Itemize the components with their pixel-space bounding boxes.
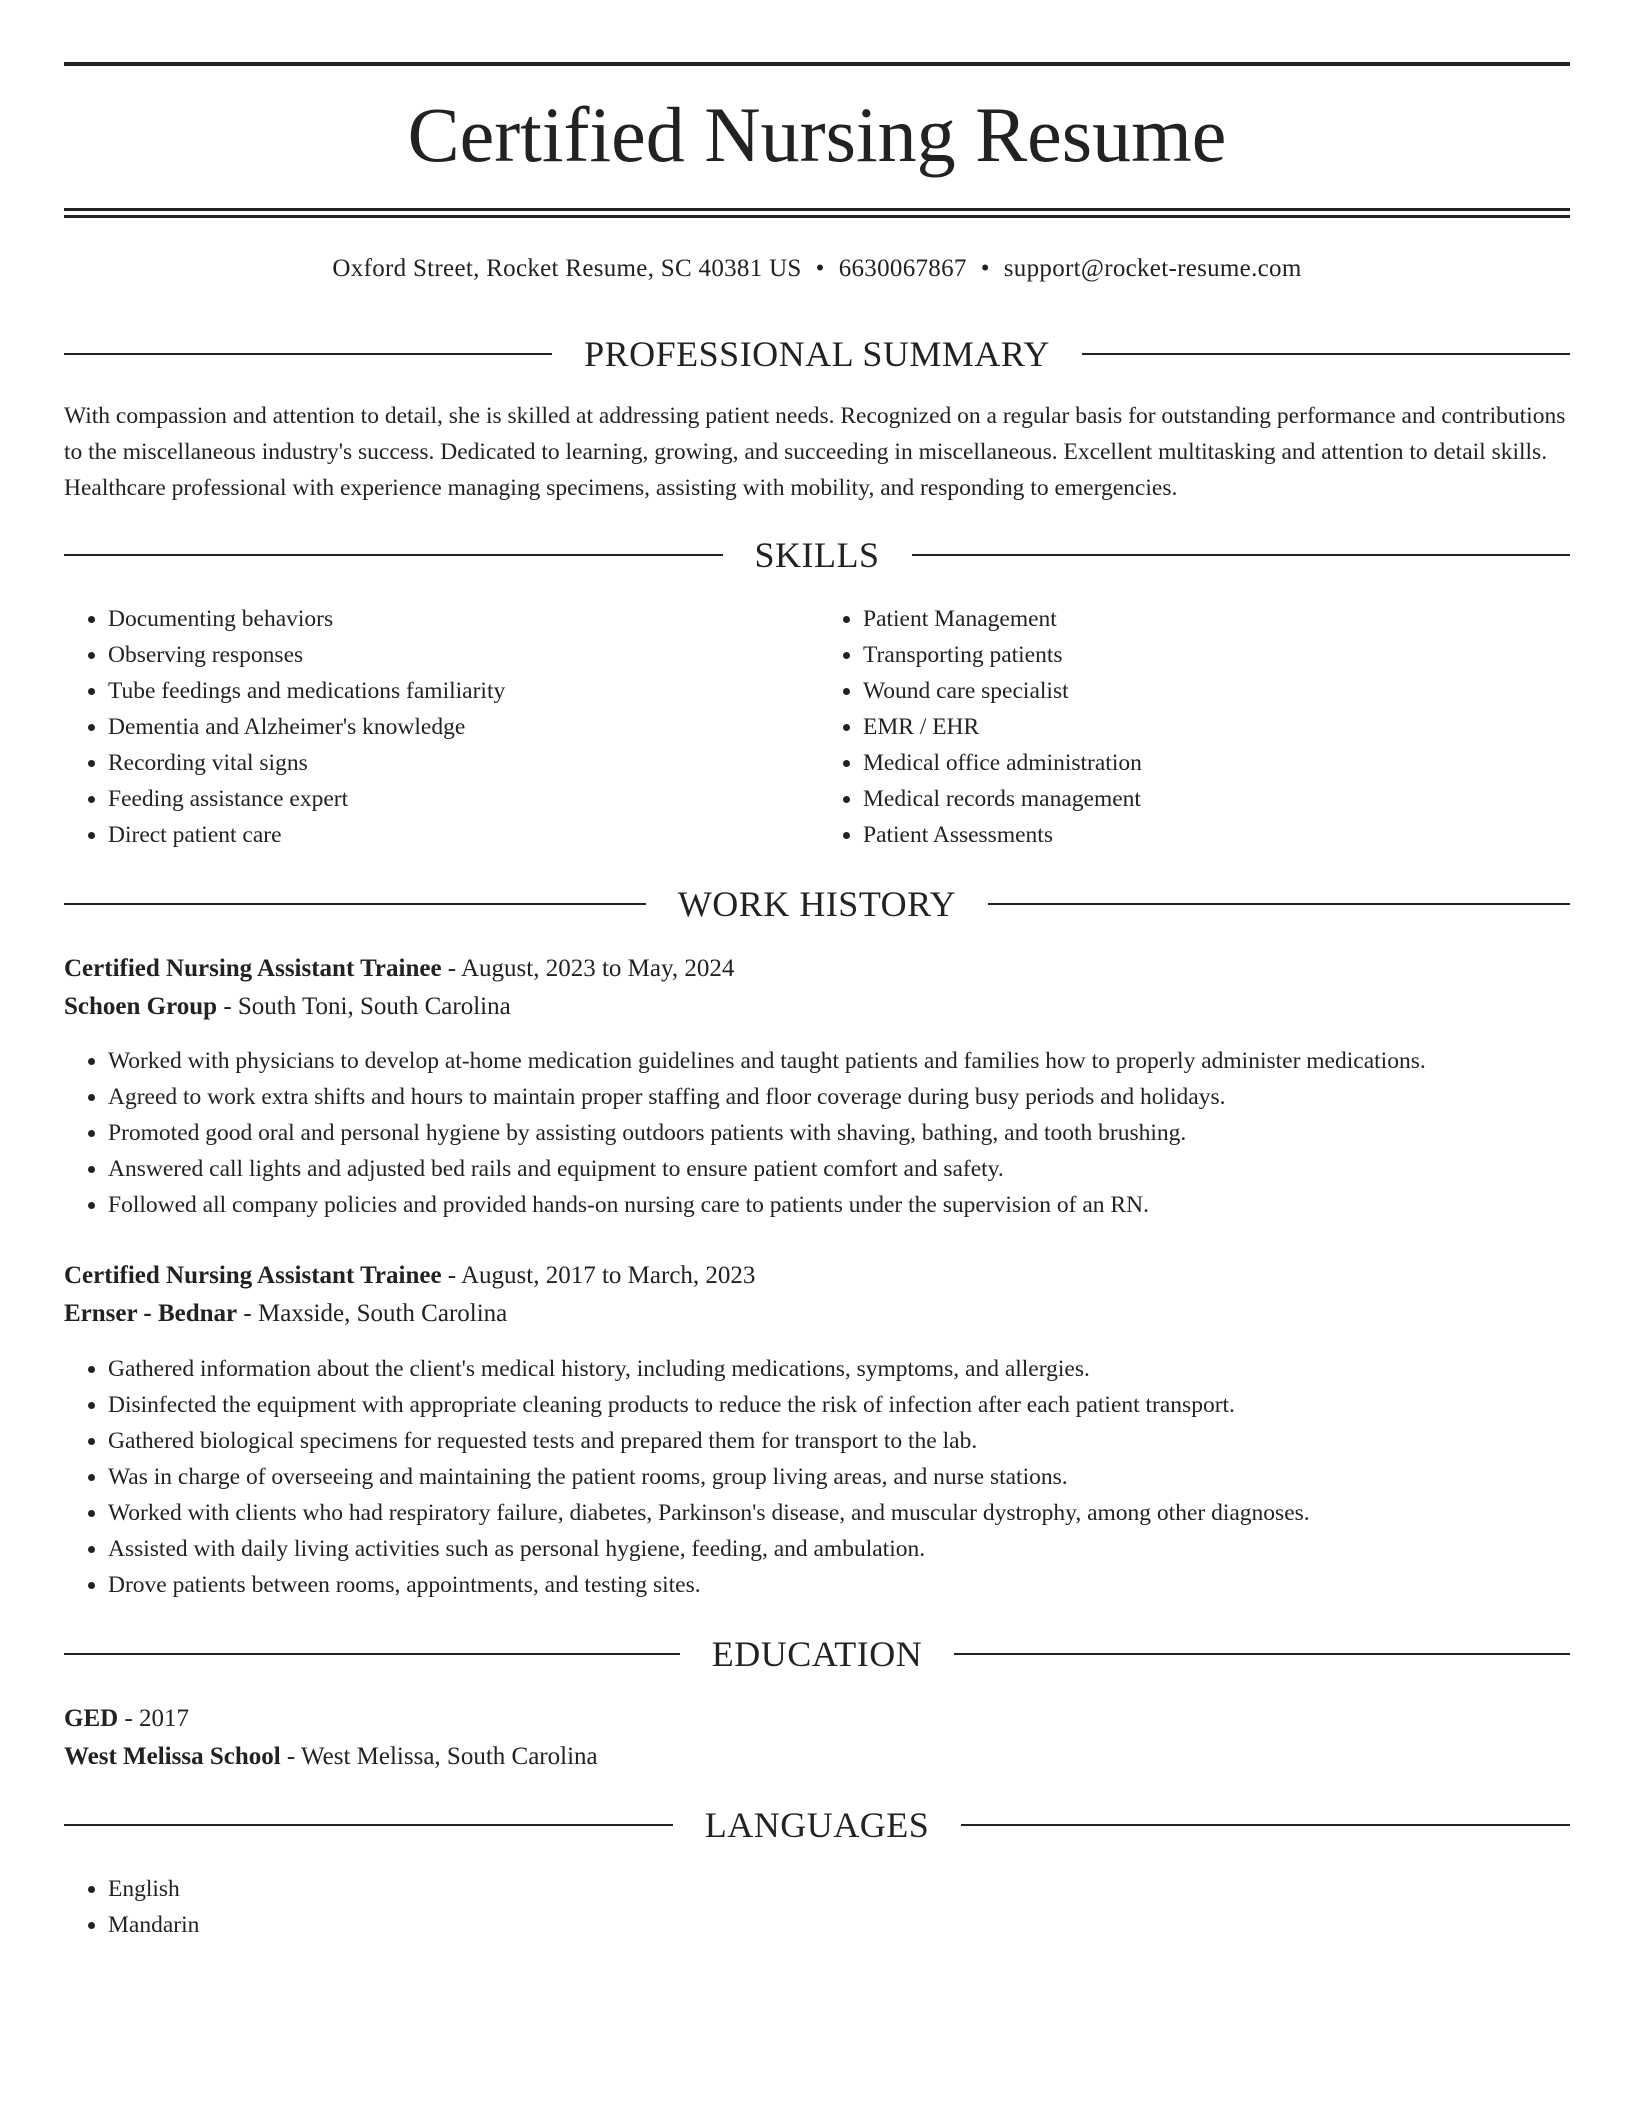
skill-item: • EMR / EHR (863, 709, 1570, 745)
job-duties (64, 1351, 1570, 1603)
heading-rule-left (64, 1653, 680, 1655)
languages-list (64, 1871, 1570, 1943)
title-double-rule (64, 208, 1570, 218)
job-duties (64, 1043, 1570, 1223)
skill-item: • Recording vital signs (108, 745, 817, 781)
job-entry (64, 950, 1570, 1026)
duty-item: • Agreed to work extra shifts and hours to maintain proper staffing and floor coverage during busy periods and holidays. (108, 1079, 1570, 1115)
heading-rule-left (64, 903, 646, 905)
duty-item: • Assisted with daily living activities such as personal hygiene, feeding, and ambulation. (108, 1531, 1570, 1567)
heading-rule-left (64, 353, 552, 355)
section-heading-skills (64, 534, 1570, 576)
heading-rule-right (1082, 353, 1570, 355)
job-title: Certified Nursing Assistant Trainee (64, 955, 442, 982)
skill-item: • Observing responses (108, 637, 817, 673)
skills-column-right (817, 601, 1570, 853)
duty-item: • Worked with physicians to develop at-home medication guidelines and taught patients and families how to properly administer medications. (108, 1043, 1570, 1079)
skill-item: • Tube feedings and medications familiarity (108, 673, 817, 709)
skills-column-left (64, 601, 817, 853)
duty-item: • Worked with clients who had respiratory failure, diabetes, Parkinson's disease, and muscular dystrophy, among other diagnoses. (108, 1495, 1570, 1531)
school-location: - West Melissa, South Carolina (280, 1743, 598, 1770)
skill-item: • Feeding assistance expert (108, 781, 817, 817)
job-title-line (64, 950, 1570, 988)
page-title: Certified Nursing Resume (407, 91, 1227, 178)
skill-item: • Patient Management (863, 601, 1570, 637)
contact-separator: • (980, 255, 990, 282)
heading-rule-right (912, 554, 1571, 556)
skills-heading: SKILLS (754, 535, 880, 575)
section-heading-education (64, 1633, 1570, 1675)
summary-section (64, 398, 1570, 506)
job-company-line (64, 1295, 1570, 1333)
language-item: • Mandarin (108, 1907, 1570, 1943)
heading-rule-left (64, 1824, 673, 1826)
degree: GED (64, 1705, 119, 1732)
job-title: Certified Nursing Assistant Trainee (64, 1262, 442, 1289)
duty-item: • Followed all company policies and provided hands-on nursing care to patients under the supervision of an RN. (108, 1187, 1570, 1223)
school-line (64, 1738, 1570, 1776)
skill-item: • Patient Assessments (863, 817, 1570, 853)
skill-item: • Transporting patients (863, 637, 1570, 673)
top-rule (64, 62, 1570, 66)
job-dates: - August, 2017 to March, 2023 (441, 1262, 756, 1289)
duty-item: • Drove patients between rooms, appointments, and testing sites. (108, 1567, 1570, 1603)
skill-item: • Direct patient care (108, 817, 817, 853)
title-block (64, 91, 1570, 178)
company-name: Schoen Group (64, 993, 218, 1020)
summary-text: With compassion and attention to detail, she is skilled at addressing patient needs. Recognized on a regular basis for outstanding performance and contributions to the miscellaneous industry's success. Dedicated to learning, growing, and succeeding in miscellaneous. Excellent multitasking and attention to detail skills. Healthcare professional with experience managing specimens, assisting with mobility, and responding to emergencies. (64, 403, 1566, 501)
email-link[interactable]: support@rocket-resume.com (1003, 255, 1302, 282)
summary-heading: PROFESSIONAL SUMMARY (584, 334, 1050, 374)
language-item: • English (108, 1871, 1570, 1907)
education-heading: EDUCATION (711, 1634, 923, 1674)
section-heading-languages (64, 1804, 1570, 1846)
job-location: - South Toni, South Carolina (217, 993, 511, 1020)
work-heading: WORK HISTORY (677, 884, 957, 924)
duty-item: • Gathered biological specimens for requested tests and prepared them for transport to the lab. (108, 1423, 1570, 1459)
degree-line (64, 1700, 1570, 1738)
skills-list (64, 601, 1570, 853)
job-location: - Maxside, South Carolina (237, 1300, 508, 1327)
heading-rule-right (988, 903, 1570, 905)
duty-item: • Disinfected the equipment with appropriate cleaning products to reduce the risk of infection after each patient transport. (108, 1387, 1570, 1423)
job-company-line (64, 988, 1570, 1026)
graduation-year: - 2017 (118, 1705, 190, 1732)
section-heading-work (64, 883, 1570, 925)
duty-item: • Answered call lights and adjusted bed rails and equipment to ensure patient comfort and safety. (108, 1151, 1570, 1187)
duty-item: • Promoted good oral and personal hygiene by assisting outdoors patients with shaving, bathing, and tooth brushing. (108, 1115, 1570, 1151)
skill-item: • Dementia and Alzheimer's knowledge (108, 709, 817, 745)
school-name: West Melissa School (64, 1743, 281, 1770)
heading-rule-left (64, 554, 723, 556)
job-entry (64, 1257, 1570, 1333)
contact-line (64, 255, 1570, 283)
skill-item: • Documenting behaviors (108, 601, 817, 637)
skill-item: • Medical office administration (863, 745, 1570, 781)
heading-rule-right (961, 1824, 1570, 1826)
job-dates: - August, 2023 to May, 2024 (441, 955, 735, 982)
skill-item: • Wound care specialist (863, 673, 1570, 709)
address: Oxford Street, Rocket Resume, SC 40381 US (332, 255, 802, 282)
section-heading-summary (64, 333, 1570, 375)
duty-item: • Was in charge of overseeing and maintaining the patient rooms, group living areas, and nurse stations. (108, 1459, 1570, 1495)
phone: 6630067867 (838, 255, 967, 282)
skill-item: • Medical records management (863, 781, 1570, 817)
heading-rule-right (954, 1653, 1570, 1655)
contact-separator: • (815, 255, 825, 282)
languages-heading: LANGUAGES (704, 1805, 930, 1845)
job-title-line (64, 1257, 1570, 1295)
company-name: Ernser - Bednar (64, 1300, 238, 1327)
education-entry (64, 1700, 1570, 1776)
duty-item: • Gathered information about the client's medical history, including medications, symptoms, and allergies. (108, 1351, 1570, 1387)
